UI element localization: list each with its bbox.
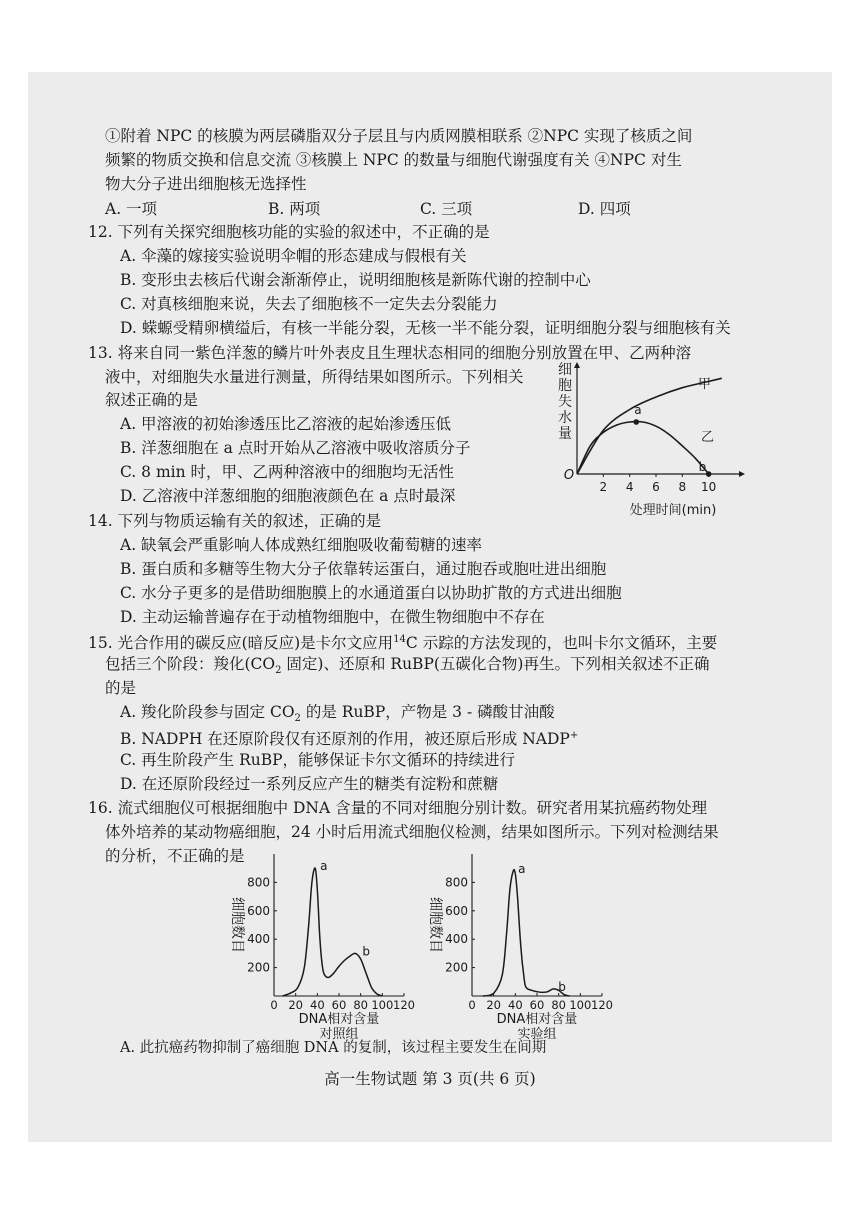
- q15-option-c: C. 再生阶段产生 RuBP，能够保证卡尔文循环的持续进行: [120, 751, 516, 769]
- x-tick-label: 120: [393, 998, 415, 1012]
- q15-stem-line-2: 包括三个阶段：羧化($CO_2$ 固定)、还原和 RuBP(五碳化合物)再生。下列相关叙述不正确: [105, 655, 710, 677]
- y-tick-label: 200: [445, 960, 468, 975]
- y-tick-label: 200: [247, 960, 270, 975]
- q14-option-c: C. 水分子更多的是借助细胞膜上的水通道蛋白以协助扩散的方式进出细胞: [120, 584, 622, 602]
- x-tick-label: 100: [569, 998, 592, 1012]
- series-line-1: [577, 422, 709, 474]
- q11-option-b: B. 两项: [268, 200, 321, 218]
- q13-option-c: C. 8 min 时，甲、乙两种溶液中的细胞均无活性: [120, 463, 455, 481]
- peak-label-b: b: [362, 944, 371, 959]
- q15-option-a: A. 羧化阶段参与固定 $CO_2$ 的是 RuBP，产物是 3 - 磷酸甘油酸: [120, 703, 555, 725]
- q15-stem-line-1: 15. 光合作用的碳反应(暗反应)是卡尔文应用$^{14}$C 示踪的方法发现的，也叫卡尔文循环，主要: [88, 634, 718, 653]
- q13-stem-line-2: 液中，对细胞失水量进行测量，所得结果如图所示。下列相关: [105, 368, 524, 386]
- x-tick-label: 6: [652, 480, 660, 494]
- peak-label-a: a: [518, 862, 526, 877]
- y-axis-label: 细胞数目: [229, 897, 245, 953]
- control-group-chart: [222, 848, 422, 1040]
- x-tick-label: 40: [310, 998, 325, 1012]
- peak-label-a: a: [320, 859, 328, 874]
- series-label-yi: 乙: [701, 430, 715, 445]
- y-axis-label: 细胞失水量: [558, 362, 572, 442]
- q11-statement-line-3: 物大分子进出细胞核无选择性: [105, 175, 307, 193]
- y-axis-label: 细胞数目: [427, 897, 443, 953]
- q14-option-d: D. 主动运输普遍存在于动植物细胞中，在微生物细胞中不存在: [120, 608, 545, 626]
- q11-statement-line-1: ①附着 NPC 的核膜为两层磷脂双分子层且与内质网膜相联系 ②NPC 实现了核质之间: [105, 127, 693, 145]
- distribution-curve: [283, 868, 383, 996]
- q16-stem-line-1: 16. 流式细胞仪可根据细胞中 DNA 含量的不同对细胞分别计数。研究者用某抗癌药物处理: [88, 799, 708, 817]
- q12-option-a: A. 伞藻的嫁接实验说明伞帽的形态建成与假根有关: [120, 247, 467, 265]
- q15-stem-line-3: 的是: [105, 679, 137, 697]
- x-tick-label: 40: [508, 998, 523, 1012]
- point-b: [706, 471, 712, 477]
- q15-option-b: B. NADPH 在还原阶段仅有还原剂的作用，被还原后形成 NADP+: [120, 730, 579, 749]
- x-tick-label: 80: [551, 998, 566, 1012]
- x-tick-label: 120: [591, 998, 613, 1012]
- x-axis-arrow: [739, 471, 745, 477]
- x-axis-label: DNA相对含量: [496, 1012, 578, 1027]
- page-footer: 高一生物试题 第 3 页(共 6 页): [324, 1070, 536, 1088]
- peak-label-b: b: [558, 979, 566, 994]
- distribution-curve: [483, 870, 570, 996]
- q11-option-c: C. 三项: [420, 200, 473, 218]
- y-tick-label: 600: [445, 903, 468, 918]
- q12-stem: 12. 下列有关探究细胞核功能的实验的叙述中，不正确的是: [88, 223, 490, 241]
- q12-option-b: B. 变形虫去核后代谢会渐渐停止，说明细胞核是新陈代谢的控制中心: [120, 271, 591, 289]
- x-tick-label: 60: [331, 998, 347, 1012]
- q11-statement-line-2: 频繁的物质交换和信息交流 ③核膜上 NPC 的数量与细胞代谢强度有关 ④NPC 对生: [105, 151, 682, 169]
- q12-option-c: C. 对真核细胞来说，失去了细胞核不一定失去分裂能力: [120, 295, 498, 313]
- q16-option-a: A. 此抗癌药物抑制了癌细胞 DNA 的复制，该过程主要发生在间期: [120, 1040, 547, 1056]
- y-tick-label: 600: [247, 903, 270, 918]
- series-label-jia: 甲: [698, 377, 712, 392]
- x-tick-label: 0: [270, 998, 278, 1012]
- x-tick-label: 0: [468, 998, 476, 1012]
- x-tick-label: 20: [486, 998, 501, 1012]
- x-tick-label: 2: [599, 480, 608, 494]
- q13-option-d: D. 乙溶液中洋葱细胞的细胞液颜色在 a 点时最深: [120, 487, 456, 505]
- q11-option-d: D. 四项: [578, 200, 631, 218]
- x-tick-label: 8: [678, 480, 687, 494]
- q13-option-a: A. 甲溶液的初始渗透压比乙溶液的起始渗透压低: [120, 415, 452, 433]
- origin-label: O: [563, 468, 575, 483]
- q16-stem-line-3: 的分析，不正确的是: [105, 847, 245, 865]
- experiment-group-chart: [420, 848, 620, 1040]
- y-tick-label: 400: [445, 932, 468, 947]
- x-tick-label: 80: [353, 998, 368, 1012]
- q14-stem: 14. 下列与物质运输有关的叙述，正确的是: [88, 512, 382, 530]
- q16-stem-line-2: 体外培养的某动物癌细胞，24 小时后用流式细胞仪检测，结果如图所示。下列对检测结果: [105, 823, 719, 841]
- point-label-b: b: [698, 460, 707, 474]
- q14-option-b: B. 蛋白质和多糖等生物大分子依靠转运蛋白，通过胞吞或胞吐进出细胞: [120, 560, 607, 578]
- y-tick-label: 800: [445, 875, 468, 890]
- x-tick-label: 100: [371, 998, 394, 1012]
- x-tick-label: 4: [625, 480, 634, 494]
- q11-option-a: A. 一项: [105, 200, 158, 218]
- point-label-a: a: [634, 403, 642, 417]
- q12-option-d: D. 蝾螈受精卵横缢后，有核一半能分裂，无核一半不能分裂，证明细胞分裂与细胞核有关: [120, 319, 731, 337]
- q15-option-d: D. 在还原阶段经过一系列反应产生的糖类有淀粉和蔗糖: [120, 775, 499, 793]
- x-axis-label: DNA相对含量: [298, 1012, 380, 1027]
- x-tick-label: 10: [701, 480, 717, 494]
- x-tick-label: 20: [288, 998, 303, 1012]
- q13-stem-line-1: 13. 将来自同一紫色洋葱的鳞片叶外表皮且生理状态相同的细胞分别放置在甲、乙两种溶: [88, 344, 692, 362]
- y-tick-label: 400: [247, 932, 270, 947]
- q13-option-b: B. 洋葱细胞在 a 点时开始从乙溶液中吸收溶质分子: [120, 439, 471, 457]
- q14-option-a: A. 缺氧会严重影响人体成熟红细胞吸收葡萄糖的速率: [120, 536, 483, 554]
- y-tick-label: 800: [247, 875, 270, 890]
- group-caption: 对照组: [319, 1027, 359, 1040]
- x-axis-label: 处理时间(min): [629, 503, 717, 518]
- group-caption: 实验组: [517, 1027, 557, 1040]
- point-a: [633, 419, 639, 425]
- y-axis-arrow: [574, 362, 580, 368]
- x-tick-label: 60: [529, 998, 545, 1012]
- q13-stem-line-3: 叙述正确的是: [105, 391, 199, 409]
- water-loss-chart: [555, 362, 750, 522]
